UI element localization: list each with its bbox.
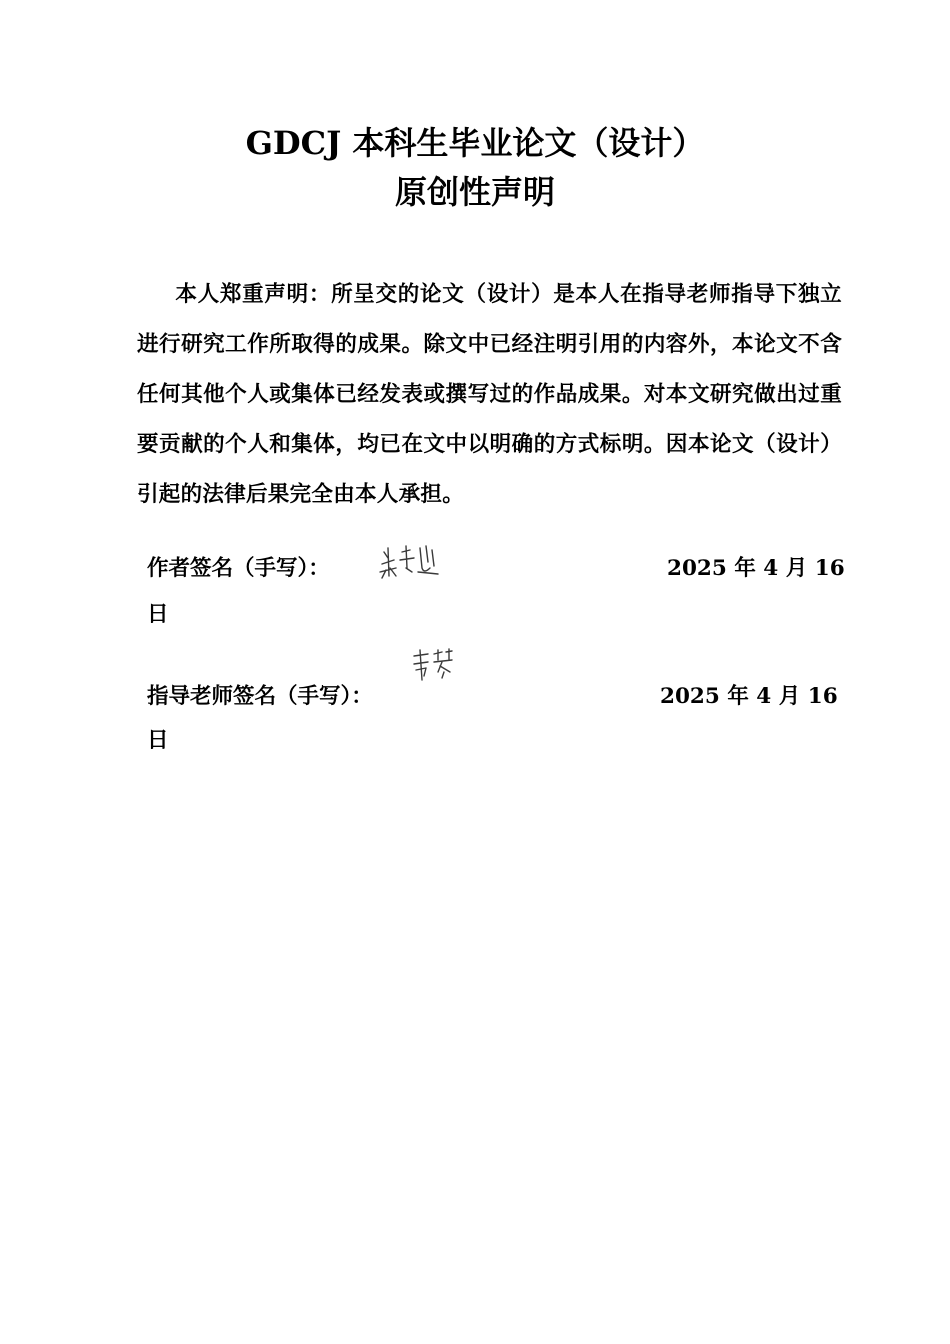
author-signature-label: 作者签名（手写）：	[147, 556, 330, 581]
author-signature-date: 2025 年 4 月 16	[667, 556, 845, 581]
declaration-statement	[137, 270, 842, 520]
advisor-signature-label: 指导老师签名（手写）：	[147, 684, 373, 709]
document-subtitle: 原创性声明	[394, 173, 555, 211]
advisor-handwritten-signature	[410, 646, 456, 688]
author-signature-day-unit: 日	[147, 602, 169, 627]
author-handwritten-signature	[376, 538, 446, 584]
document-title: GDCJ 本科生毕业论文（设计）	[245, 124, 705, 162]
statement-text: 本人郑重声明：所呈交的论文（设计）是本人在指导老师指导下独立进行研究工作所取得的成果。除文中已经注明引用的内容外，本论文不含任何其他个人或集体已经发表或撰写过的作品成果。对本文研究做出过重要贡献的个人和集体，均已在文中以明确的方式标明。因本论文（设计）引起的法律后果完全由本人承担。	[137, 282, 842, 507]
advisor-signature-day-unit: 日	[147, 728, 169, 753]
advisor-signature-date: 2025 年 4 月 16	[660, 684, 838, 709]
